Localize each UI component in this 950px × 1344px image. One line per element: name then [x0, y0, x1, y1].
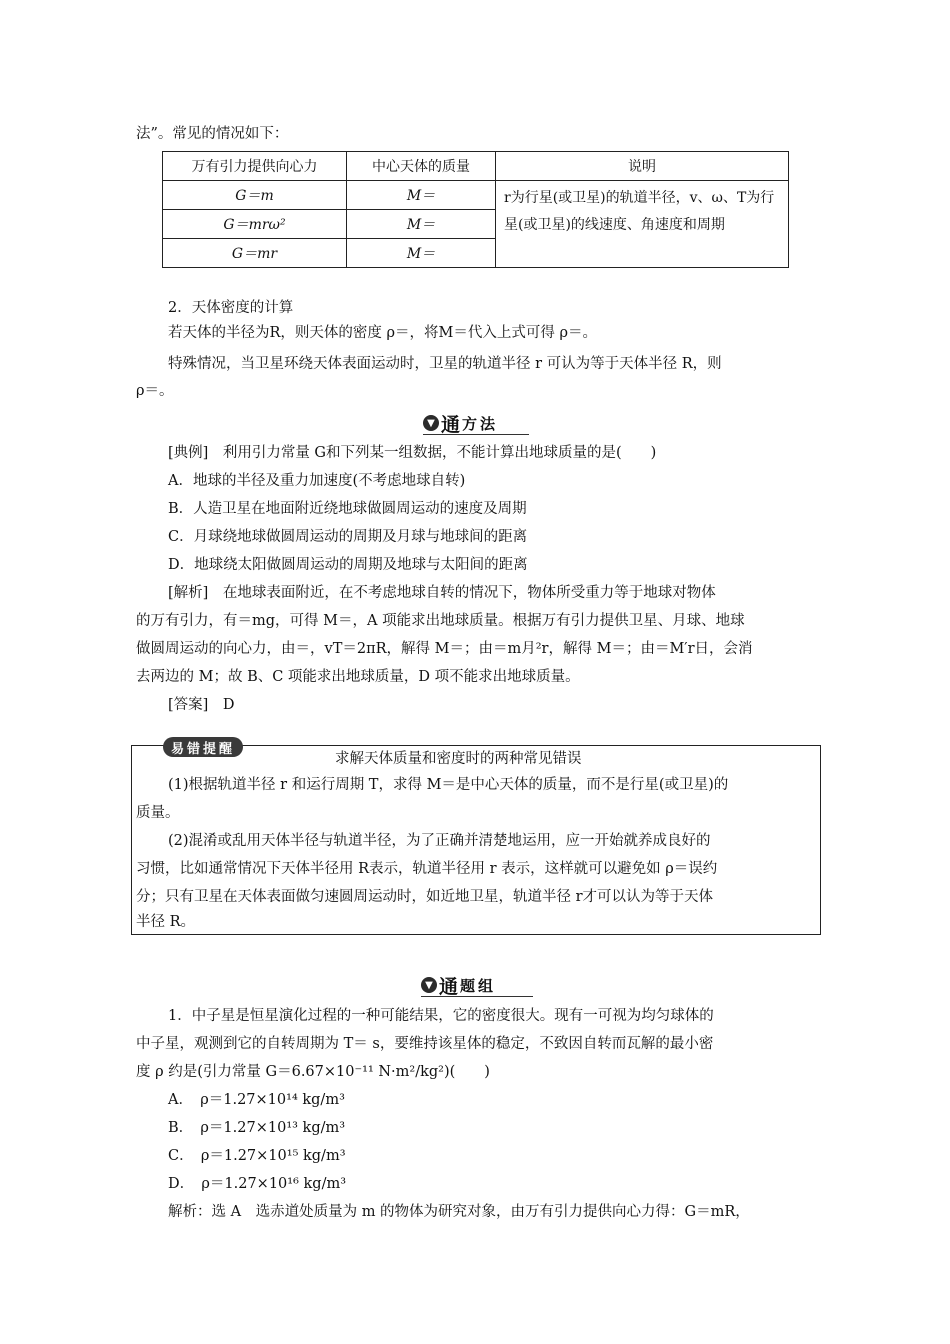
warning-line: (2)混淆或乱用天体半径与轨道半径，为了正确并清楚地运用，应一开始就养成良好的: [168, 833, 711, 849]
solution-line: 解析：选 A 选赤道处质量为 m 的物体为研究对象，由万有引力提供向心力得：G＝mR，: [168, 1204, 750, 1220]
example-question: [典例] 利用引力常量 G和下列某一组数据，不能计算出地球质量的是( ): [168, 445, 657, 461]
table-header: 说明: [496, 152, 789, 181]
paragraph-line: 若天体的半径为R，则天体的密度 ρ＝，将M＝代入上式可得 ρ＝。: [168, 325, 598, 341]
formula-table: [162, 151, 789, 268]
paragraph-line: ρ＝。: [136, 383, 174, 399]
problem-line: 中子星，观测到它的自转周期为 T＝ s，要维持该星体的稳定，不致因自转而瓦解的最小密: [136, 1036, 714, 1052]
option-c: C．月球绕地球做圆周运动的周期及月球与地球间的距离: [168, 529, 528, 545]
table-header: 中心天体的质量: [347, 152, 496, 181]
problem-line: 度 ρ 约是(引力常量 G＝6.67×10⁻¹¹ N·m²/kg²)( ): [136, 1064, 490, 1080]
option-a: A．地球的半径及重力加速度(不考虑地球自转): [168, 473, 466, 489]
paragraph-line: 特殊情况，当卫星环绕天体表面运动时，卫星的轨道半径 r 可认为等于天体半径 R，则: [168, 356, 722, 372]
warning-line: 习惯，比如通常情况下天体半径用 R表示，轨道半径用 r 表示，这样就可以避免如 ρ＝误约: [136, 861, 718, 877]
table-cell-mass: M＝: [347, 239, 496, 268]
problem-option-c: C． ρ＝1.27×10¹⁵ kg/m³: [168, 1148, 346, 1164]
problem-option-b: B． ρ＝1.27×10¹³ kg/m³: [168, 1120, 346, 1136]
table-cell-force: G＝mr: [163, 239, 347, 268]
group-banner: ▼ 通 题组: [421, 974, 533, 997]
option-d: D．地球绕太阳做圆周运动的周期及地球与太阳间的距离: [168, 557, 528, 573]
warning-line: 分；只有卫星在天体表面做匀速圆周运动时，如近地卫星，轨道半径 r才可以认为等于天体: [136, 889, 714, 905]
table-cell-mass: M＝: [347, 210, 496, 239]
problem-line: 1．中子星是恒星演化过程的一种可能结果，它的密度很大。现有一可视为均匀球体的: [168, 1008, 714, 1024]
answer-line: [答案] D: [168, 697, 235, 713]
method-banner: ▼ 通 方法: [423, 412, 529, 435]
table-header: 万有引力提供向心力: [163, 152, 347, 181]
section-heading: 2．天体密度的计算: [168, 300, 294, 316]
warning-line: 质量。: [136, 805, 180, 821]
analysis-line: [解析] 在地球表面附近，在不考虑地球自转的情况下，物体所受重力等于地球对物体: [168, 585, 716, 601]
analysis-line: 的万有引力，有＝mg，可得 M＝，A 项能求出地球质量。根据万有引力提供卫星、月球、地球: [136, 613, 745, 629]
table-note: r为行星(或卫星)的轨道半径，v、ω、T为行星(或卫星)的线速度、角速度和周期: [496, 181, 789, 268]
warning-line: (1)根据轨道半径 r 和运行周期 T，求得 M＝是中心天体的质量，而不是行星(或卫星)的: [168, 777, 729, 793]
chevron-down-icon: ▼: [423, 415, 439, 431]
option-b: B．人造卫星在地面附近绕地球做圆周运动的速度及周期: [168, 501, 527, 517]
analysis-line: 去两边的 M；故 B、C 项能求出地球质量，D 项不能求出地球质量。: [136, 669, 580, 685]
problem-option-d: D． ρ＝1.27×10¹⁶ kg/m³: [168, 1176, 347, 1192]
table-cell-mass: M＝: [347, 181, 496, 210]
intro-text: 法”。常见的情况如下：: [136, 126, 289, 142]
problem-option-a: A． ρ＝1.27×10¹⁴ kg/m³: [168, 1092, 345, 1108]
analysis-line: 做圆周运动的向心力，由＝，vT＝2πR，解得 M＝；由＝m月²r，解得 M＝；由＝M′r日，会消: [136, 641, 753, 657]
warning-tag: 易错提醒: [163, 737, 243, 757]
warning-line: 半径 R。: [136, 914, 196, 930]
table-cell-force: G＝mrω²: [163, 210, 347, 239]
table-cell-force: G＝m: [163, 181, 347, 210]
chevron-down-icon: ▼: [421, 977, 437, 993]
warning-title: 求解天体质量和密度时的两种常见错误: [335, 751, 582, 767]
